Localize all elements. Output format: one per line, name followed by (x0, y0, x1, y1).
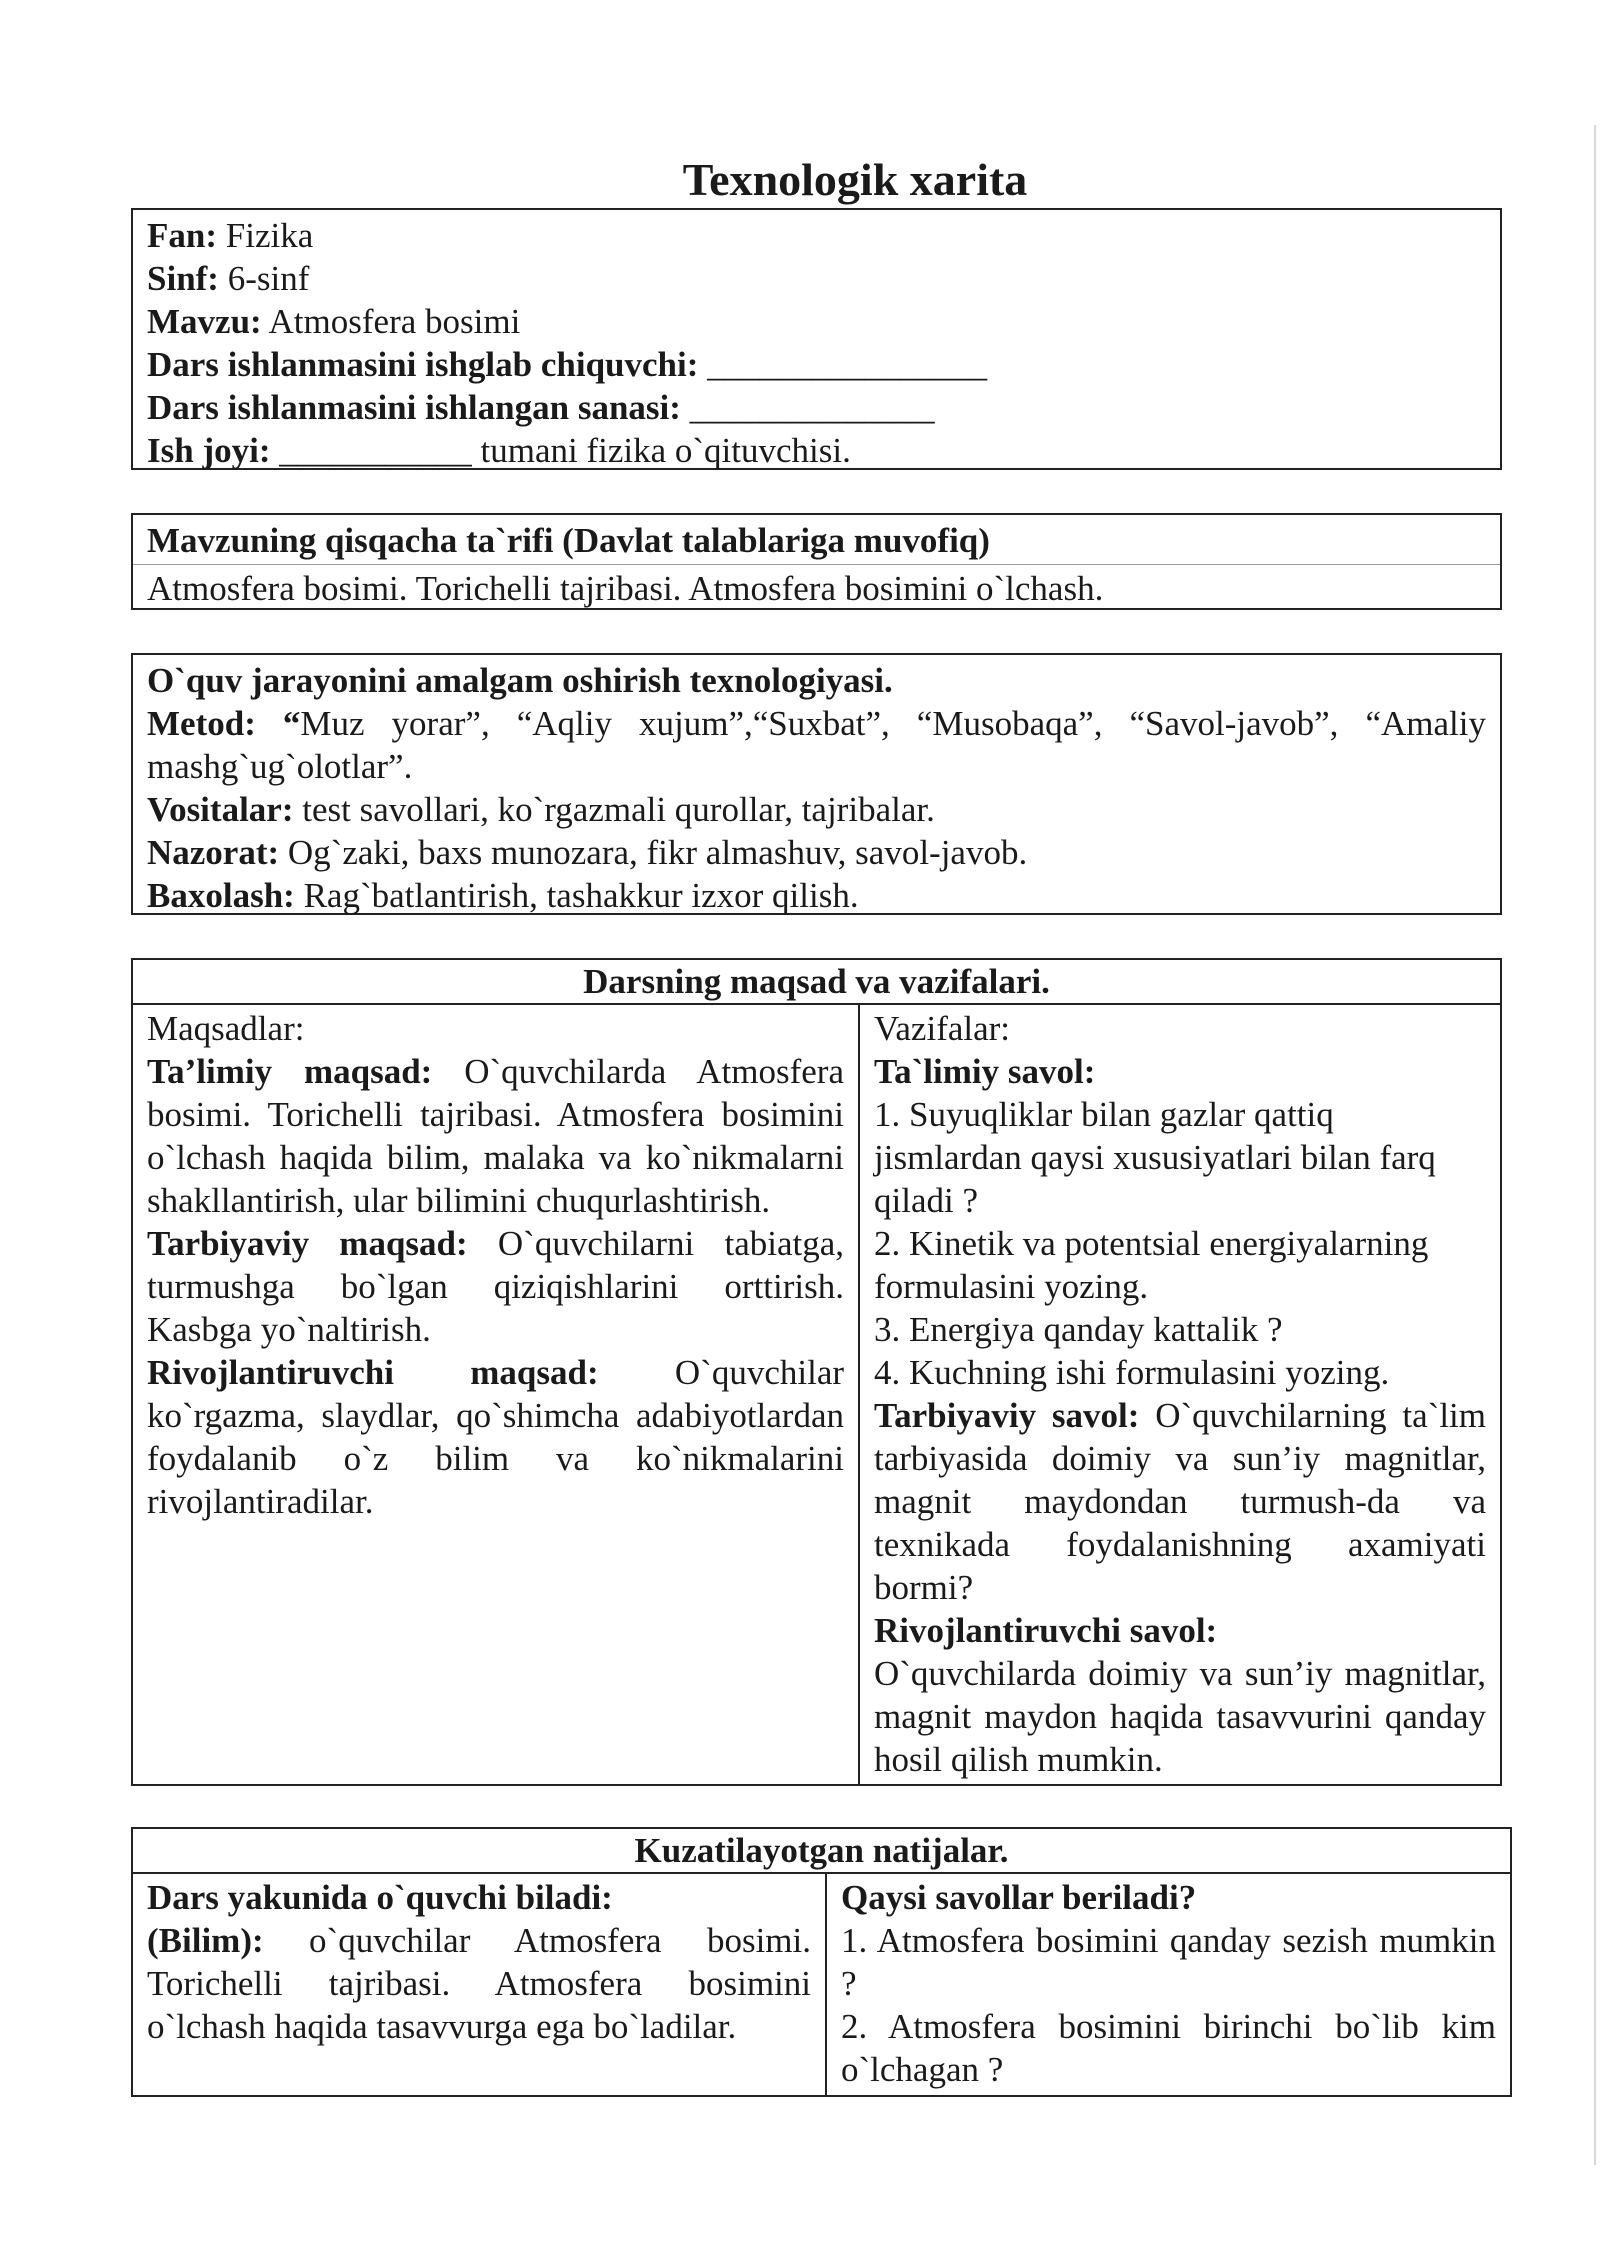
task-question-2: 2. Kinetik va potentsial energiyalarning formulasini yozing. (874, 1224, 1429, 1306)
technology-metod: Metod: “Muz yorar”, “Aqliy xujum”,“Suxbat”, “Musobaqa”, “Savol-javob”, “Amaliy mashg`ug`olotlar”. (147, 704, 1486, 786)
goals-right-column (860, 1005, 1500, 1784)
goals-heading: Darsning maqsad va vazifalari. (133, 960, 1500, 1005)
technology-box (131, 653, 1502, 915)
technology-vositalar: Vositalar: test savollari, ko`rgazmali qurollar, tajribalar. (147, 790, 935, 829)
info-fan: Fan: Fizika (147, 216, 314, 255)
task-talimiy-label: Ta`limiy savol: (874, 1052, 1096, 1091)
results-question-1: 1. Atmosfera bosimini qanday sezish mumkin ? (841, 1921, 1496, 2003)
goals-left-column (133, 1005, 858, 1784)
info-mavzu: Mavzu: Atmosfera bosimi (147, 302, 521, 341)
task-question-1: 1. Suyuqliklar bilan gazlar qattiq jismlardan qaysi xususiyatlari bilan farq qiladi ? (874, 1095, 1436, 1220)
info-date: Dars ishlanmasini ishlangan sanasi: ______________ (147, 388, 935, 427)
results-question-2: 2. Atmosfera bosimini birinchi bo`lib kim o`lchagan ? (841, 2007, 1496, 2089)
results-heading: Kuzatilayotgan natijalar. (133, 1829, 1510, 1874)
goals-left-title: Maqsadlar: (147, 1009, 305, 1048)
results-left-column (133, 1874, 825, 2095)
task-question-4: 4. Kuchning ishi formulasini yozing. (874, 1353, 1390, 1392)
goals-table (131, 958, 1502, 1786)
info-workplace: Ish joyi: ___________ tumani fizika o`qituvchisi. (147, 431, 851, 470)
task-rivoj-label: Rivojlantiruvchi savol: (874, 1611, 1218, 1650)
goal-tarbiyaviy: Tarbiyaviy maqsad: O`quvchilarni tabiatga, turmushga bo`lgan qiziqishlarini orttirish. Kasbga yo`naltirish. (147, 1224, 844, 1349)
info-author: Dars ishlanmasini ishglab chiquvchi: ________________ (147, 345, 988, 384)
technology-heading: O`quv jarayonini amalgam oshirish texnologiyasi. (147, 661, 893, 700)
info-sinf: Sinf: 6-sinf (147, 259, 310, 298)
results-right-column (827, 1874, 1510, 2095)
results-left-title: Dars yakunida o`quvchi biladi: (147, 1878, 613, 1917)
task-question-3: 3. Energiya qanday kattalik ? (874, 1310, 1283, 1349)
goal-rivoj: Rivojlantiruvchi maqsad: O`quvchilar ko`rgazma, slaydlar, qo`shimcha adabiyotlardan foydalanib o`z bilim va ko`nikmalarini rivojlantiradilar. (147, 1353, 845, 1521)
summary-text: Atmosfera bosimi. Torichelli tajribasi. Atmosfera bosimini o`lchash. (147, 569, 1104, 608)
page-edge-line (1594, 125, 1596, 2165)
summary-heading: Mavzuning qisqacha ta`rifi (Davlat talablariga muvofiq) (133, 515, 1500, 565)
results-bilim: (Bilim): o`quvchilar Atmosfera bosimi. Torichelli tajribasi. Atmosfera bosimini o`lchash haqida tasavvurga ega bo`ladilar. (147, 1921, 812, 2046)
document-title: Texnologik xarita (682, 154, 1028, 205)
results-right-title: Qaysi savollar beriladi? (841, 1878, 1197, 1917)
task-tarbiyaviy: Tarbiyaviy savol: O`quvchilarning ta`lim tarbiyasida doimiy va sun’iy magnitlar, magnit maydondan turmush-da va texnikada foydalanishning axamiyati bormi? (874, 1396, 1486, 1607)
technology-nazorat: Nazorat: Og`zaki, baxs munozara, fikr almashuv, savol-javob. (147, 833, 1028, 872)
task-rivoj-text: O`quvchilarda doimiy va sun’iy magnitlar, magnit maydon haqida tasavvurini qanday hosil qilish mumkin. (874, 1654, 1486, 1779)
technology-baxolash: Baxolash: Rag`batlantirish, tashakkur izxor qilish. (147, 876, 859, 915)
goals-right-title: Vazifalar: (874, 1009, 1011, 1048)
topic-summary-box (131, 513, 1502, 610)
results-table (131, 1827, 1512, 2097)
lesson-info-box (131, 208, 1502, 470)
goal-talimiy: Ta’limiy maqsad: O`quvchilarda Atmosfera bosimi. Torichelli tajribasi. Atmosfera bosimini o`lchash haqida bilim, malaka va ko`nikmalarni shakllantirish, ular bilimini chuqurlashtirish. (147, 1052, 844, 1220)
